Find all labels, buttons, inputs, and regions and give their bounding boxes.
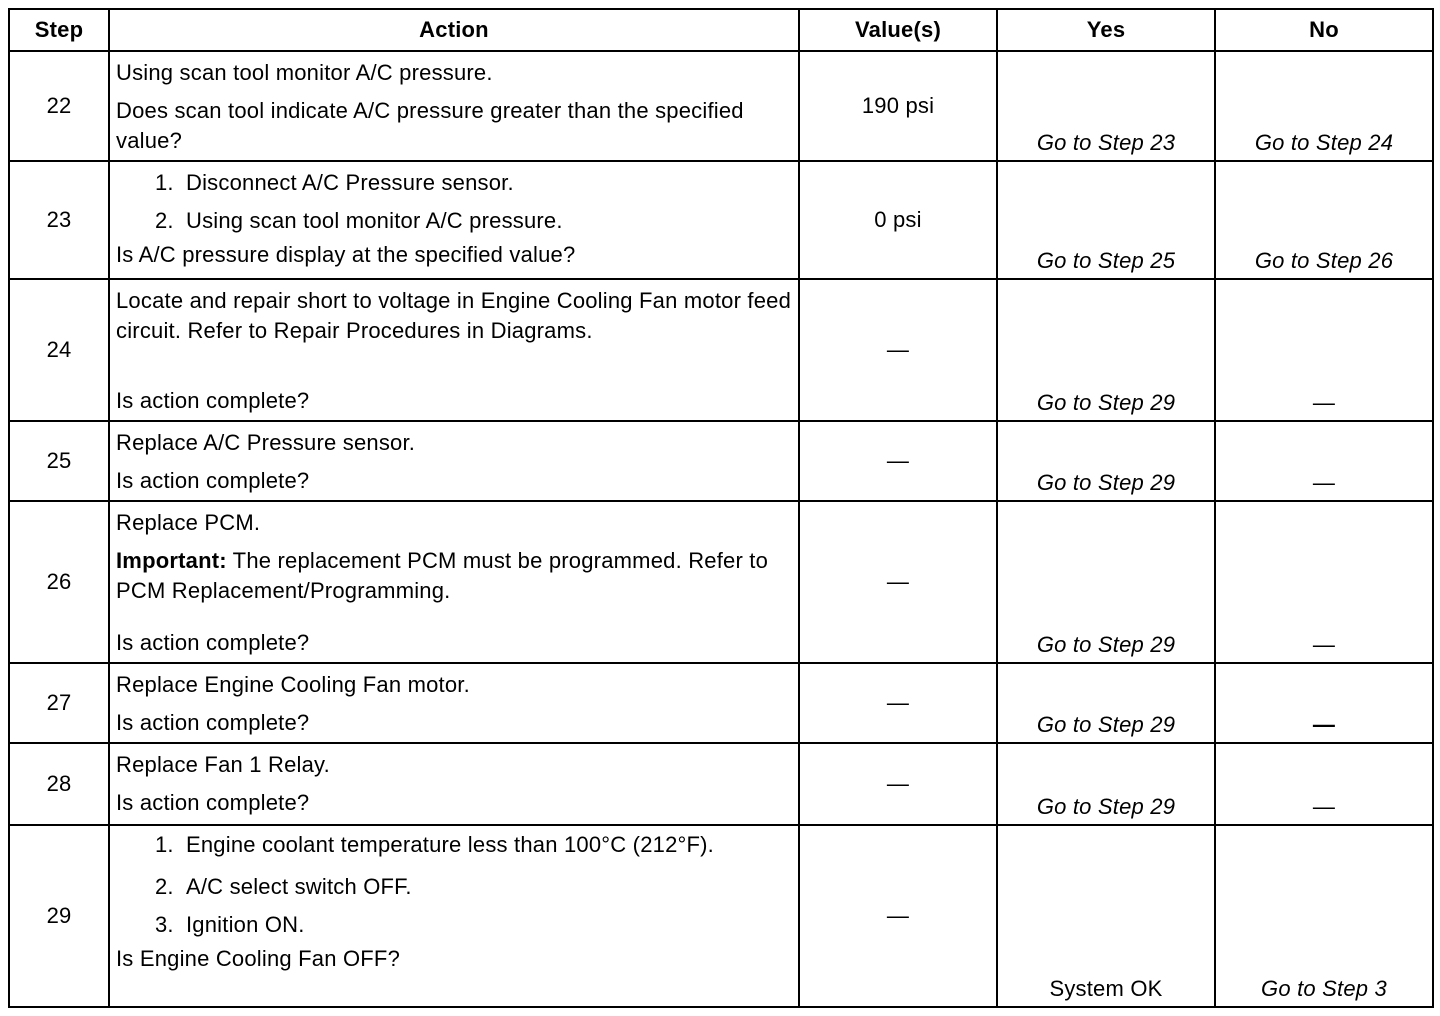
action-cell [109, 501, 799, 663]
important-text: The replacement PCM must be programmed. Refer to PCM Replacement/Programming. [116, 548, 769, 603]
diagnostic-table [8, 8, 1434, 1008]
yes-cell: Go to Step 29 [997, 421, 1215, 501]
list-item: 1. Disconnect A/C Pressure sensor. [180, 164, 794, 202]
no-cell: — [1215, 501, 1433, 663]
action-text: Locate and repair short to voltage in Engine Cooling Fan motor feed circuit. Refer to Repair Procedures in Diagrams. [116, 288, 792, 343]
yes-cell: Go to Step 25 [997, 161, 1215, 279]
step-number: 26 [9, 501, 109, 663]
action-question: Is A/C pressure display at the specified value? [116, 242, 576, 267]
no-cell: Go to Step 24 [1215, 51, 1433, 161]
value-cell: — [799, 743, 997, 825]
step-number: 25 [9, 421, 109, 501]
yes-cell: Go to Step 23 [997, 51, 1215, 161]
step-number: 28 [9, 743, 109, 825]
value-cell: — [799, 279, 997, 421]
table-row [9, 743, 1433, 825]
action-list [116, 164, 794, 240]
table-row [9, 421, 1433, 501]
action-question: Is action complete? [116, 710, 310, 735]
action-cell [109, 743, 799, 825]
list-item: 2. Using scan tool monitor A/C pressure. [180, 202, 794, 240]
action-text: Replace Fan 1 Relay. [116, 752, 330, 777]
action-text: Using scan tool monitor A/C pressure. [116, 60, 493, 85]
action-list [116, 830, 794, 944]
header-action: Action [109, 9, 799, 51]
step-number: 24 [9, 279, 109, 421]
action-cell [109, 161, 799, 279]
important-note [116, 546, 794, 606]
table-row [9, 51, 1433, 161]
action-cell [109, 825, 799, 1007]
action-question: Is action complete? [116, 388, 310, 413]
action-question: Is action complete? [116, 790, 310, 815]
value-cell: 0 psi [799, 161, 997, 279]
important-label: Important: [116, 548, 227, 573]
value-cell: — [799, 825, 997, 1007]
list-item: 3. Ignition ON. [180, 906, 794, 944]
table-row [9, 825, 1433, 1007]
no-cell: — [1215, 421, 1433, 501]
no-cell: Go to Step 26 [1215, 161, 1433, 279]
step-number: 27 [9, 663, 109, 743]
action-question: Is action complete? [116, 468, 310, 493]
list-item: 1. Engine coolant temperature less than 100°C (212°F). [180, 830, 726, 860]
action-text: Replace Engine Cooling Fan motor. [116, 672, 470, 697]
action-cell [109, 51, 799, 161]
action-cell [109, 663, 799, 743]
no-cell: Go to Step 3 [1215, 825, 1433, 1007]
list-item: 2. A/C select switch OFF. [180, 868, 794, 906]
header-row [9, 9, 1433, 51]
table-row [9, 161, 1433, 279]
step-number: 23 [9, 161, 109, 279]
step-number: 22 [9, 51, 109, 161]
action-question: Is action complete? [116, 630, 310, 655]
no-cell: — [1215, 279, 1433, 421]
value-cell: — [799, 421, 997, 501]
header-step: Step [9, 9, 109, 51]
yes-cell: Go to Step 29 [997, 501, 1215, 663]
yes-cell: Go to Step 29 [997, 279, 1215, 421]
value-cell: — [799, 501, 997, 663]
action-text: Replace PCM. [116, 510, 261, 535]
table-row [9, 279, 1433, 421]
step-number: 29 [9, 825, 109, 1007]
table-row [9, 663, 1433, 743]
yes-cell: System OK [997, 825, 1215, 1007]
value-cell: 190 psi [799, 51, 997, 161]
header-yes: Yes [997, 9, 1215, 51]
action-cell [109, 421, 799, 501]
action-text: Replace A/C Pressure sensor. [116, 430, 416, 455]
no-cell: — [1215, 663, 1433, 743]
value-cell: — [799, 663, 997, 743]
action-question: Is Engine Cooling Fan OFF? [116, 946, 401, 971]
no-cell: — [1215, 743, 1433, 825]
header-no: No [1215, 9, 1433, 51]
table-row [9, 501, 1433, 663]
action-question: Does scan tool indicate A/C pressure greater than the specified value? [116, 98, 744, 153]
yes-cell: Go to Step 29 [997, 663, 1215, 743]
yes-cell: Go to Step 29 [997, 743, 1215, 825]
action-cell [109, 279, 799, 421]
header-values: Value(s) [799, 9, 997, 51]
